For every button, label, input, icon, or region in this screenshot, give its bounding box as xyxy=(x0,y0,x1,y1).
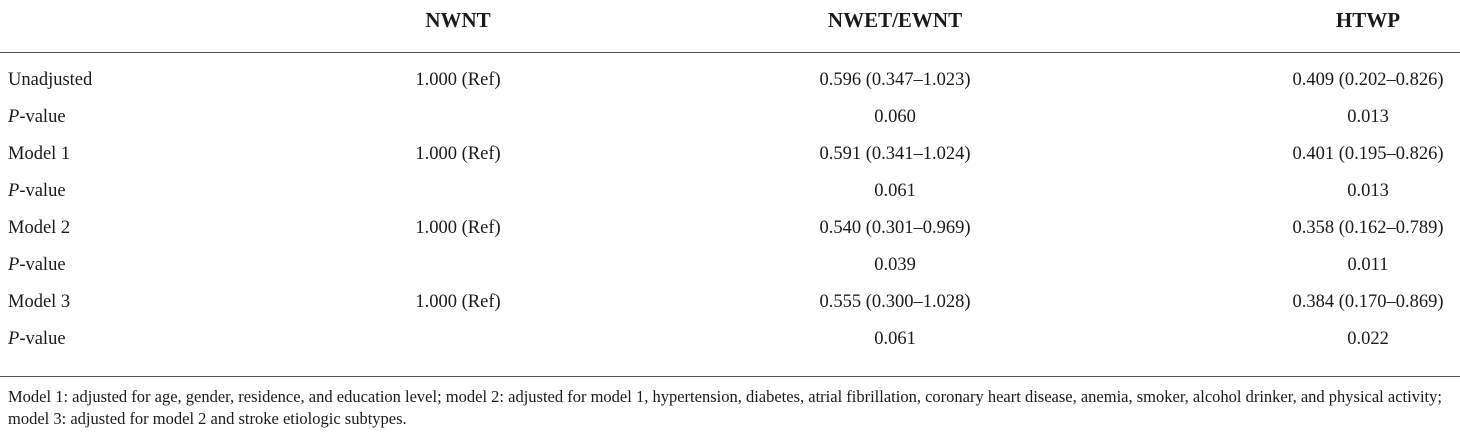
row-label-rest: -value xyxy=(19,107,66,127)
footnote-text: Model 1: adjusted for age, gender, residence, and education level; model 2: adjusted for model 1, hypertension, diabetes, atrial fibrillation, coronary heart disease, anemia, smoker, alcohol drinker, and physical activity; model 3: adjusted for model 2 and stroke etiologic subtypes. xyxy=(8,387,1442,428)
cell-nwet-ewnt: 0.039 xyxy=(874,255,916,275)
table-row xyxy=(0,201,1460,238)
cell-nwnt: 1.000 (Ref) xyxy=(415,218,501,238)
header-htwp: HTWP xyxy=(1335,8,1401,32)
table-row xyxy=(0,312,1460,349)
cell-nwet-ewnt: 0.061 xyxy=(874,329,916,349)
cell-nwet-ewnt: 0.596 (0.347–1.023) xyxy=(819,70,971,90)
row-label xyxy=(8,107,66,128)
p-italic: P xyxy=(8,329,20,349)
cell-htwp: 0.013 xyxy=(1347,107,1389,127)
cell-nwnt: 1.000 (Ref) xyxy=(415,70,501,90)
cell-htwp: 0.013 xyxy=(1347,181,1389,201)
table-row xyxy=(0,164,1460,201)
cell-nwet-ewnt: 0.540 (0.301–0.969) xyxy=(819,218,971,238)
row-label-rest: -value xyxy=(19,255,66,275)
p-italic: P xyxy=(8,181,20,201)
cell-htwp: 0.022 xyxy=(1347,329,1389,349)
row-label-rest: -value xyxy=(19,329,66,349)
cell-htwp: 0.409 (0.202–0.826) xyxy=(1292,70,1444,90)
cell-nwet-ewnt: 0.591 (0.341–1.024) xyxy=(819,144,971,164)
cell-nwet-ewnt: 0.060 xyxy=(874,107,916,127)
cell-htwp: 0.358 (0.162–0.789) xyxy=(1292,218,1444,238)
row-label: Unadjusted xyxy=(8,70,93,90)
cell-nwnt: 1.000 (Ref) xyxy=(415,144,501,164)
table-row xyxy=(0,238,1460,275)
cell-nwnt: 1.000 (Ref) xyxy=(415,292,501,312)
cell-htwp: 0.401 (0.195–0.826) xyxy=(1292,144,1444,164)
row-label xyxy=(8,181,66,202)
cell-htwp: 0.011 xyxy=(1347,255,1389,275)
table-header xyxy=(0,0,1460,52)
table-row xyxy=(0,53,1460,90)
footer-rule xyxy=(0,376,1460,377)
table-body xyxy=(0,53,1460,349)
p-italic: P xyxy=(8,107,20,127)
table-row xyxy=(0,127,1460,164)
cell-nwet-ewnt: 0.555 (0.300–1.028) xyxy=(819,292,971,312)
table-row xyxy=(0,275,1460,312)
table-footnote xyxy=(8,386,1452,430)
row-label-rest: -value xyxy=(19,181,66,201)
row-label xyxy=(8,255,66,276)
table-row xyxy=(0,90,1460,127)
p-italic: P xyxy=(8,255,20,275)
row-label: Model 3 xyxy=(8,292,71,312)
row-label: Model 1 xyxy=(8,144,71,164)
cell-htwp: 0.384 (0.170–0.869) xyxy=(1292,292,1444,312)
header-nwnt: NWNT xyxy=(425,8,491,32)
row-label xyxy=(8,329,66,350)
cell-nwet-ewnt: 0.061 xyxy=(874,181,916,201)
header-nwet-ewnt: NWET/EWNT xyxy=(827,8,963,32)
row-label: Model 2 xyxy=(8,218,71,238)
